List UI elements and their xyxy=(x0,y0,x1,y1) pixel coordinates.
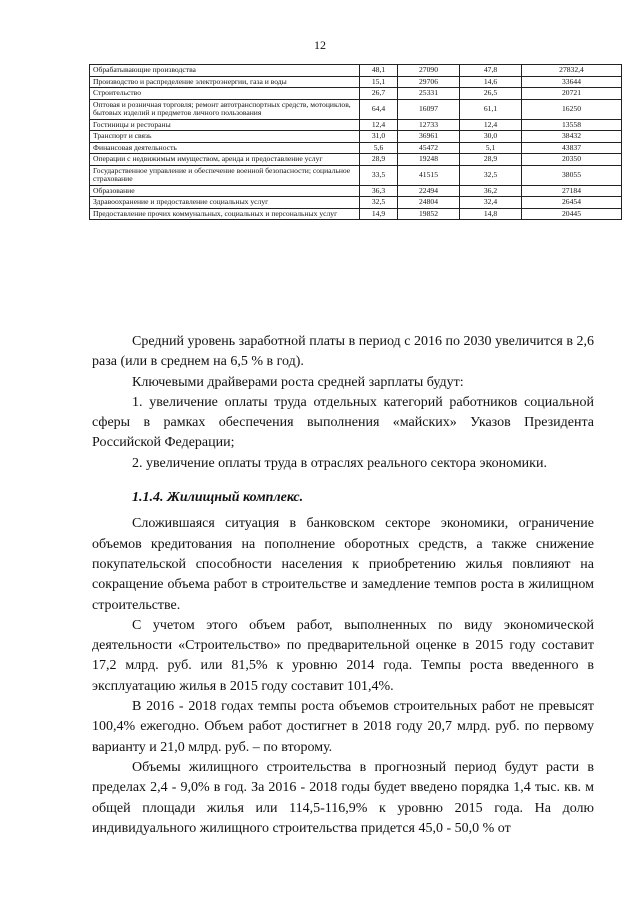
section-heading: 1.1.4. Жилищный комплекс. xyxy=(132,490,304,506)
table-row xyxy=(90,99,622,119)
row-name-cell: Предоставление прочих коммунальных, социальных и персональных услуг xyxy=(90,208,360,220)
paragraph-average-wage: Средний уровень заработной платы в период с 2016 по 2030 увеличится в 2,6 раза (или в среднем на 6,5 % в год). xyxy=(92,334,594,370)
row-value-cell: 16097 xyxy=(398,99,460,119)
row-value-cell: 43837 xyxy=(522,142,622,154)
table-row xyxy=(90,131,622,143)
row-value-cell: 14,9 xyxy=(360,208,398,220)
wages-table xyxy=(89,64,622,220)
row-value-cell: 28,9 xyxy=(360,154,398,166)
row-value-cell: 20445 xyxy=(522,208,622,220)
row-value-cell: 30,0 xyxy=(460,131,522,143)
table-row xyxy=(90,88,622,100)
row-value-cell: 15,1 xyxy=(360,76,398,88)
row-value-cell: 5,1 xyxy=(460,142,522,154)
paragraph-driver-1: 1. увеличение оплаты труда отдельных категорий работников социальной сферы в рамках обеспечения выполнения «майских» Указов Президента Российской Федерации; xyxy=(92,394,594,451)
row-value-cell: 28,9 xyxy=(460,154,522,166)
row-name-cell: Оптовая и розничная торговля; ремонт автотранспортных средств, мотоциклов, бытовых изделий и предметов личного пользования xyxy=(90,99,360,119)
table-row xyxy=(90,76,622,88)
table-row xyxy=(90,142,622,154)
row-name-cell: Транспорт и связь xyxy=(90,131,360,143)
row-value-cell: 19248 xyxy=(398,154,460,166)
row-value-cell: 38055 xyxy=(522,165,622,185)
row-value-cell: 32,4 xyxy=(460,197,522,209)
row-name-cell: Государственное управление и обеспечение военной безопасности; социальное страхование xyxy=(90,165,360,185)
row-value-cell: 27090 xyxy=(398,65,460,77)
row-value-cell: 41515 xyxy=(398,165,460,185)
row-value-cell: 13558 xyxy=(522,119,622,131)
paragraph-banking-situation: Сложившаяся ситуация в банковском секторе экономики, ограничение объемов кредитования на пополнение оборотных средств, а также снижение покупательской способности населения к приобретению жилья повлияют на сокращение объема работ в строительстве и замедление темпов роста в жилищном строительстве. xyxy=(92,516,594,613)
row-value-cell: 32,5 xyxy=(360,197,398,209)
row-value-cell: 29706 xyxy=(398,76,460,88)
paragraph-housing-construction: Объемы жилищного строительства в прогнозный период будут расти в пределах 2,4 - 9,0% в год. За 2016 - 2018 годы будет введено порядка 1,4 тыс. кв. м общей площади жилья или 114,5-116,9% к уровню 2015 года. На долю индивидуального жилищного строительства придется 45,0 - 50,0 % от xyxy=(92,759,594,836)
table-row xyxy=(90,119,622,131)
row-name-cell: Производство и распределение электроэнергии, газа и воды xyxy=(90,76,360,88)
body-text xyxy=(92,332,594,839)
row-value-cell: 48,1 xyxy=(360,65,398,77)
row-value-cell: 16250 xyxy=(522,99,622,119)
row-value-cell: 14,8 xyxy=(460,208,522,220)
row-value-cell: 5,6 xyxy=(360,142,398,154)
row-value-cell: 26454 xyxy=(522,197,622,209)
row-name-cell: Гостиницы и рестораны xyxy=(90,119,360,131)
row-value-cell: 12733 xyxy=(398,119,460,131)
table-row xyxy=(90,165,622,185)
row-value-cell: 20350 xyxy=(522,154,622,166)
row-value-cell: 64,4 xyxy=(360,99,398,119)
row-name-cell: Образование xyxy=(90,185,360,197)
paragraph-growth-rates: В 2016 - 2018 годах темпы роста объемов строительных работ не превысят 100,4% ежегодно. Объем работ достигнет в 2018 году 20,7 млрд. руб. по первому варианту и 21,0 млрд. руб. – по второму. xyxy=(92,699,594,755)
row-name-cell: Операции с недвижимым имуществом, аренда и предоставление услуг xyxy=(90,154,360,166)
row-value-cell: 32,5 xyxy=(460,165,522,185)
paragraph-construction-volume: С учетом этого объем работ, выполненных по виду экономической деятельности «Строительство» по предварительной оценке в 2015 году составит 17,2 млрд. руб. или 81,5% к уровню 2014 года. Темпы роста введенного в эксплуатацию жилья в 2015 году составит 101,4%. xyxy=(92,617,594,694)
paragraph-drivers-intro: Ключевыми драйверами роста средней зарплаты будут: xyxy=(132,374,464,390)
row-value-cell: 26,5 xyxy=(460,88,522,100)
row-value-cell: 22494 xyxy=(398,185,460,197)
row-value-cell: 33,5 xyxy=(360,165,398,185)
row-value-cell: 31,0 xyxy=(360,131,398,143)
row-value-cell: 61,1 xyxy=(460,99,522,119)
row-value-cell: 20721 xyxy=(522,88,622,100)
table-row xyxy=(90,197,622,209)
row-name-cell: Здравоохранение и предоставление социальных услуг xyxy=(90,197,360,209)
row-value-cell: 14,6 xyxy=(460,76,522,88)
table-row xyxy=(90,185,622,197)
row-value-cell: 38432 xyxy=(522,131,622,143)
row-value-cell: 25331 xyxy=(398,88,460,100)
row-name-cell: Обрабатывающие производства xyxy=(90,65,360,77)
paragraph-driver-2: 2. увеличение оплаты труда в отраслях реального сектора экономики. xyxy=(132,455,547,471)
row-value-cell: 27184 xyxy=(522,185,622,197)
table-row xyxy=(90,208,622,220)
table-row xyxy=(90,154,622,166)
row-name-cell: Финансовая деятельность xyxy=(90,142,360,154)
page-number: 12 xyxy=(314,38,326,52)
row-value-cell: 36,2 xyxy=(460,185,522,197)
row-value-cell: 33644 xyxy=(522,76,622,88)
row-value-cell: 12,4 xyxy=(360,119,398,131)
row-value-cell: 12,4 xyxy=(460,119,522,131)
row-value-cell: 24804 xyxy=(398,197,460,209)
row-value-cell: 36,3 xyxy=(360,185,398,197)
row-value-cell: 27832,4 xyxy=(522,65,622,77)
row-value-cell: 26,7 xyxy=(360,88,398,100)
row-value-cell: 47,8 xyxy=(460,65,522,77)
row-value-cell: 45472 xyxy=(398,142,460,154)
row-value-cell: 19852 xyxy=(398,208,460,220)
row-name-cell: Строительство xyxy=(90,88,360,100)
row-value-cell: 36961 xyxy=(398,131,460,143)
table-row xyxy=(90,65,622,77)
